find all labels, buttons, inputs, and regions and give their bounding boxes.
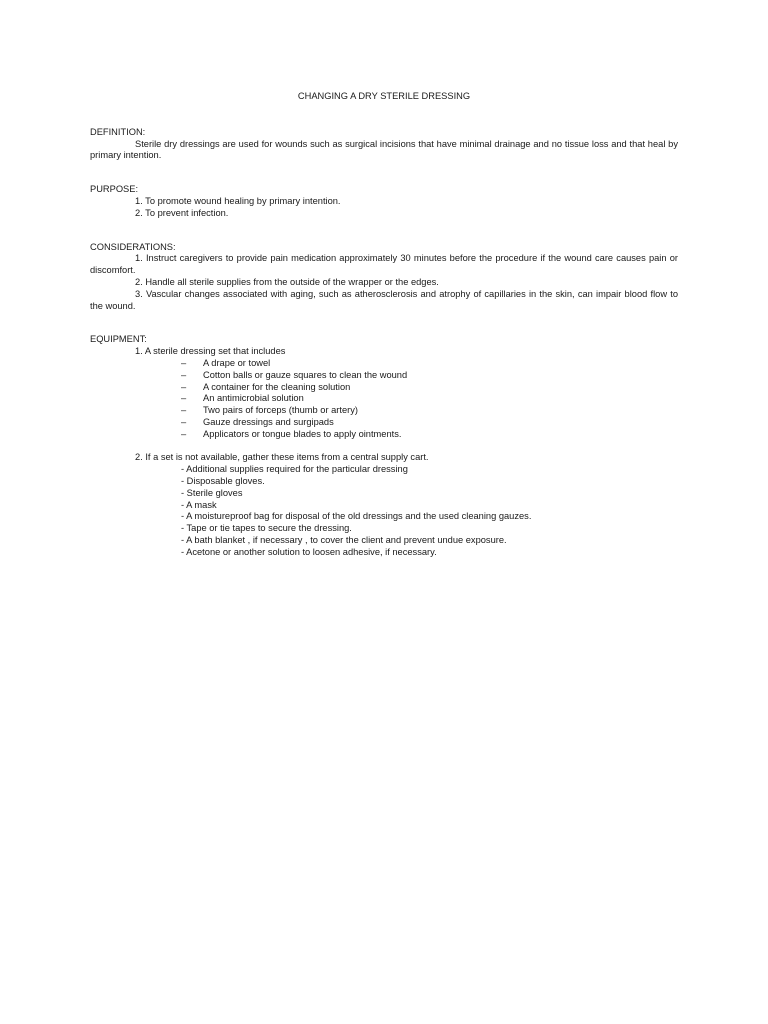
spacer bbox=[90, 441, 678, 453]
list-item: - Tape or tie tapes to secure the dressing. bbox=[181, 523, 352, 534]
equipment-set-list bbox=[90, 358, 678, 441]
consideration-item: 3. Vascular changes associated with aging, such as atherosclerosis and atrophy of capillaries in the skin, can impair blood flow to the wound. bbox=[90, 288, 678, 311]
list-item bbox=[90, 393, 678, 405]
list-item bbox=[90, 370, 678, 382]
list-item: - A mask bbox=[181, 499, 217, 510]
dash-bullet: – bbox=[181, 369, 187, 380]
list-item bbox=[90, 358, 678, 370]
consideration-item: 2. Handle all sterile supplies from the outside of the wrapper or the edges. bbox=[135, 276, 439, 287]
list-item bbox=[90, 382, 678, 394]
list-item: - Disposable gloves. bbox=[181, 475, 265, 486]
consideration-item: 1. Instruct caregivers to provide pain medication approximately 30 minutes before the procedure if the wound care causes pain or discomfort. bbox=[90, 253, 678, 276]
list-item-text: A container for the cleaning solution bbox=[203, 381, 351, 392]
dash-bullet: – bbox=[181, 393, 187, 404]
definition-text: Sterile dry dressings are used for wounds such as surgical incisions that have minimal drainage and no tissue loss and that heal by primary intention. bbox=[90, 138, 678, 161]
considerations-section bbox=[90, 242, 678, 313]
list-item-text: A drape or towel bbox=[203, 357, 271, 368]
definition-heading: DEFINITION: bbox=[90, 126, 146, 137]
purpose-section bbox=[90, 184, 678, 219]
equipment-heading: EQUIPMENT: bbox=[90, 334, 147, 345]
purpose-item: 1. To promote wound healing by primary intention. bbox=[135, 195, 341, 206]
list-item-text: An antimicrobial solution bbox=[203, 393, 304, 404]
list-item-text: Cotton balls or gauze squares to clean the wound bbox=[203, 369, 408, 380]
equipment-alt-list bbox=[90, 464, 678, 558]
dash-bullet: – bbox=[181, 381, 187, 392]
list-item bbox=[90, 417, 678, 429]
equipment-section bbox=[90, 334, 678, 558]
list-item: - A moistureproof bag for disposal of the old dressings and the used cleaning gauzes. bbox=[181, 511, 532, 522]
document-page bbox=[90, 91, 678, 581]
dash-bullet: – bbox=[181, 405, 187, 416]
definition-section bbox=[90, 127, 678, 162]
purpose-heading: PURPOSE: bbox=[90, 184, 139, 195]
list-item bbox=[90, 429, 678, 441]
equipment-set-intro: 1. A sterile dressing set that includes bbox=[135, 346, 286, 357]
document-title: CHANGING A DRY STERILE DRESSING bbox=[297, 91, 471, 101]
considerations-heading: CONSIDERATIONS: bbox=[90, 241, 176, 252]
list-item: - Acetone or another solution to loosen adhesive, if necessary. bbox=[181, 546, 437, 557]
dash-bullet: – bbox=[181, 357, 187, 368]
dash-bullet: – bbox=[181, 428, 187, 439]
list-item: - A bath blanket , if necessary , to cover the client and prevent undue exposure. bbox=[181, 534, 507, 545]
dash-bullet: – bbox=[181, 416, 187, 427]
list-item: - Sterile gloves bbox=[181, 487, 243, 498]
list-item-text: Two pairs of forceps (thumb or artery) bbox=[203, 405, 359, 416]
list-item-text: Applicators or tongue blades to apply ointments. bbox=[203, 428, 402, 439]
purpose-item: 2. To prevent infection. bbox=[135, 207, 229, 218]
equipment-alt-intro: 2. If a set is not available, gather these items from a central supply cart. bbox=[135, 452, 429, 463]
list-item bbox=[90, 405, 678, 417]
list-item: - Additional supplies required for the particular dressing bbox=[181, 464, 408, 475]
list-item-text: Gauze dressings and surgipads bbox=[203, 416, 334, 427]
